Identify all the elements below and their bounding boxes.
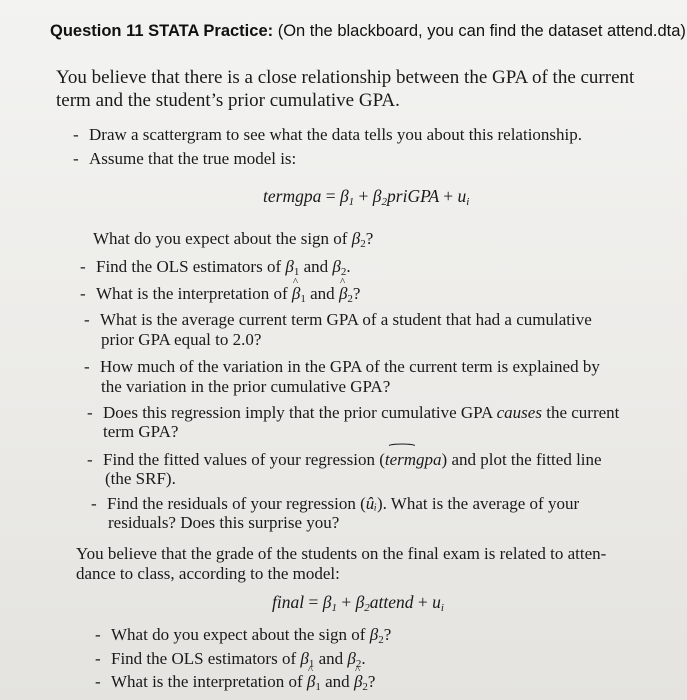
- list-item-continued: (the SRF).: [105, 469, 176, 488]
- list-item: - Assume that the true model is:: [73, 149, 297, 168]
- list-item: - Find the OLS estimators of $\beta_1$ and $\beta_2$.: [95, 649, 366, 670]
- list-item: - Find the residuals of your regression (ûᵢ). What is the average of your: [91, 494, 580, 513]
- list-item: - How much of the variation in the GPA of the current term is explained by: [84, 357, 600, 376]
- question-title-rest: (On the blackboard, you can find the dataset attend.dta): [273, 22, 686, 40]
- intro-line-1: You believe that there is a close relationship between the GPA of the current: [56, 67, 635, 88]
- intro2-line-1: You believe that the grade of the students on the final exam is related to atten-: [76, 544, 607, 563]
- equation-termgpa: termgpa = $\beta_1$ + $\beta_2priGPA + u_i$: [263, 186, 470, 208]
- list-item: - What do you expect about the sign of $\beta_2$?: [95, 625, 392, 646]
- question-title-bold: Question 11 STATA Practice:: [50, 22, 274, 40]
- list-item-continued: residuals? Does this surprise you?: [108, 513, 340, 532]
- list-item-continued: the variation in the prior cumulative GPA?: [101, 377, 391, 396]
- list-item: - Find the fitted values of your regression (⌢ termgpa) and plot the fitted line: [87, 449, 602, 470]
- list-item: - Find the OLS estimators of $\beta_1$ and $\beta_2$.: [80, 257, 351, 278]
- item-true-model: Assume that the true model is:: [89, 149, 297, 168]
- list-item-continued: term GPA?: [103, 422, 179, 441]
- list-item: - What is the interpretation of ^ $\beta_1$ and ^ $\beta_2$?: [80, 283, 360, 310]
- equation-final: final = $\beta_1$ + $\beta_2attend + u_i$: [272, 592, 444, 614]
- list-item: - What is the interpretation of ^ $\beta_1$ and ^ $\beta_2$?: [95, 671, 375, 698]
- question-sign-beta2: What do you expect about the sign of $\beta_2$?: [93, 229, 374, 250]
- list-item: - Does this regression imply that the prior cumulative GPA causes the current: [87, 403, 620, 422]
- intro2-line-2: dance to class, according to the model:: [76, 564, 340, 583]
- question-title: [50, 22, 686, 41]
- list-item: - What is the average current term GPA of a student that had a cumulative: [84, 310, 592, 329]
- list-item: - Draw a scattergram to see what the data tells you about this relationship.: [73, 125, 583, 144]
- intro-line-2: term and the student’s prior cumulative GPA.: [56, 90, 400, 111]
- item-scattergram: Draw a scattergram to see what the data tells you about this relationship.: [89, 125, 583, 144]
- list-item-continued: prior GPA equal to 2.0?: [101, 330, 262, 349]
